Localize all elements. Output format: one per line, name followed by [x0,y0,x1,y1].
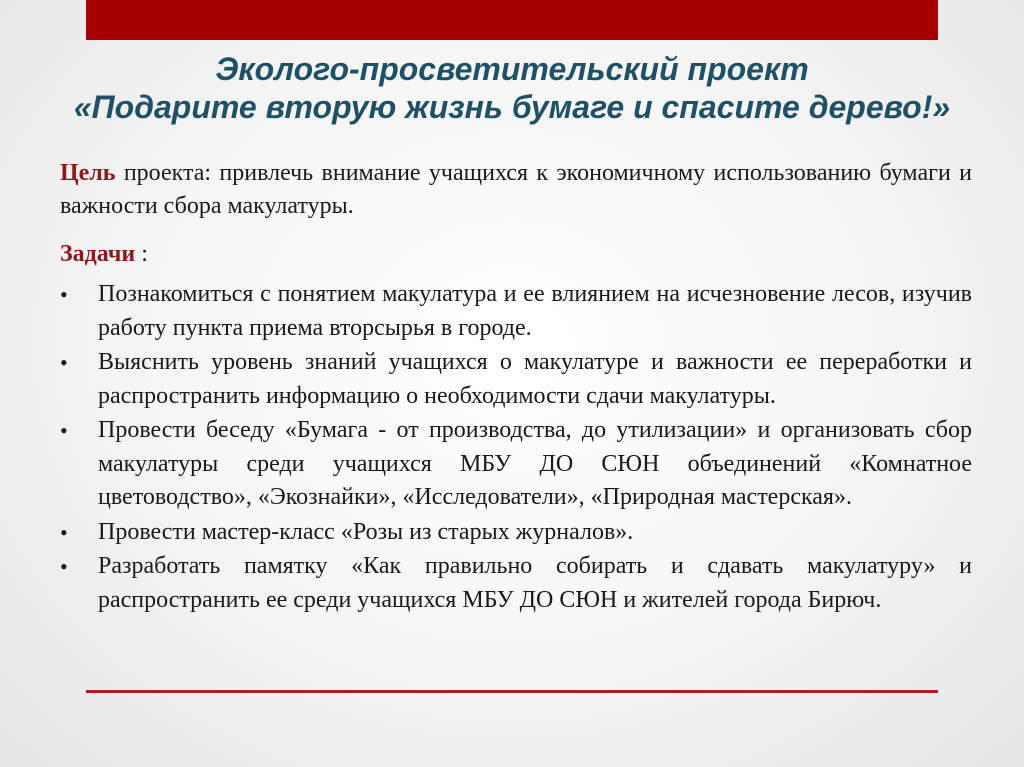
list-item [60,278,972,345]
tasks-heading [60,238,148,270]
list-item [60,414,972,515]
title-line-1: Эколого-просветительский проект [215,51,809,87]
goal-label: Цель [60,160,116,186]
bullet-icon: • [60,554,68,579]
goal-paragraph [60,157,972,223]
title-line-2: «Подарите вторую жизнь бумаге и спасите дерево!» [73,89,951,125]
bullet-icon: • [60,282,68,307]
list-item [60,346,972,413]
task-text: Познакомиться с понятием макулатура и ее влиянием на исчезновение лесов, изучив работу пункта приема вторсырья в городе. [98,281,972,341]
tasks-suffix: : [135,241,148,267]
bullet-icon: • [60,418,68,443]
tasks-label: Задачи [60,241,136,267]
task-text: Провести мастер-класс «Розы из старых журналов». [98,518,634,545]
top-accent-bar [86,0,938,40]
bullet-icon: • [60,350,68,375]
goal-text: проекта: привлечь внимание учащихся к экономичному использованию бумаги и важности сбора макулатуры. [60,160,972,219]
slide-title [0,50,1024,126]
task-text: Выяснить уровень знаний учащихся о макулатуре и важности ее переработки и распространить информацию о необходимости сдачи макулатуры. [98,349,972,409]
bottom-divider [86,690,938,693]
tasks-list [60,278,972,618]
task-text: Провести беседу «Бумага - от производства, до утилизации» и организовать сбор макулатуры среди учащихся МБУ ДО СЮН объединений «Комнатное цветоводство», «Экознайки», «Исследователи», «Природная мастерская». [98,417,972,510]
task-text: Разработать памятку «Как правильно собирать и сдавать макулатуру» и распространить ее среди учащихся МБУ ДО СЮН и жителей города Бирюч. [98,553,972,613]
list-item [60,550,972,617]
list-item [60,516,972,550]
bullet-icon: • [60,519,68,545]
